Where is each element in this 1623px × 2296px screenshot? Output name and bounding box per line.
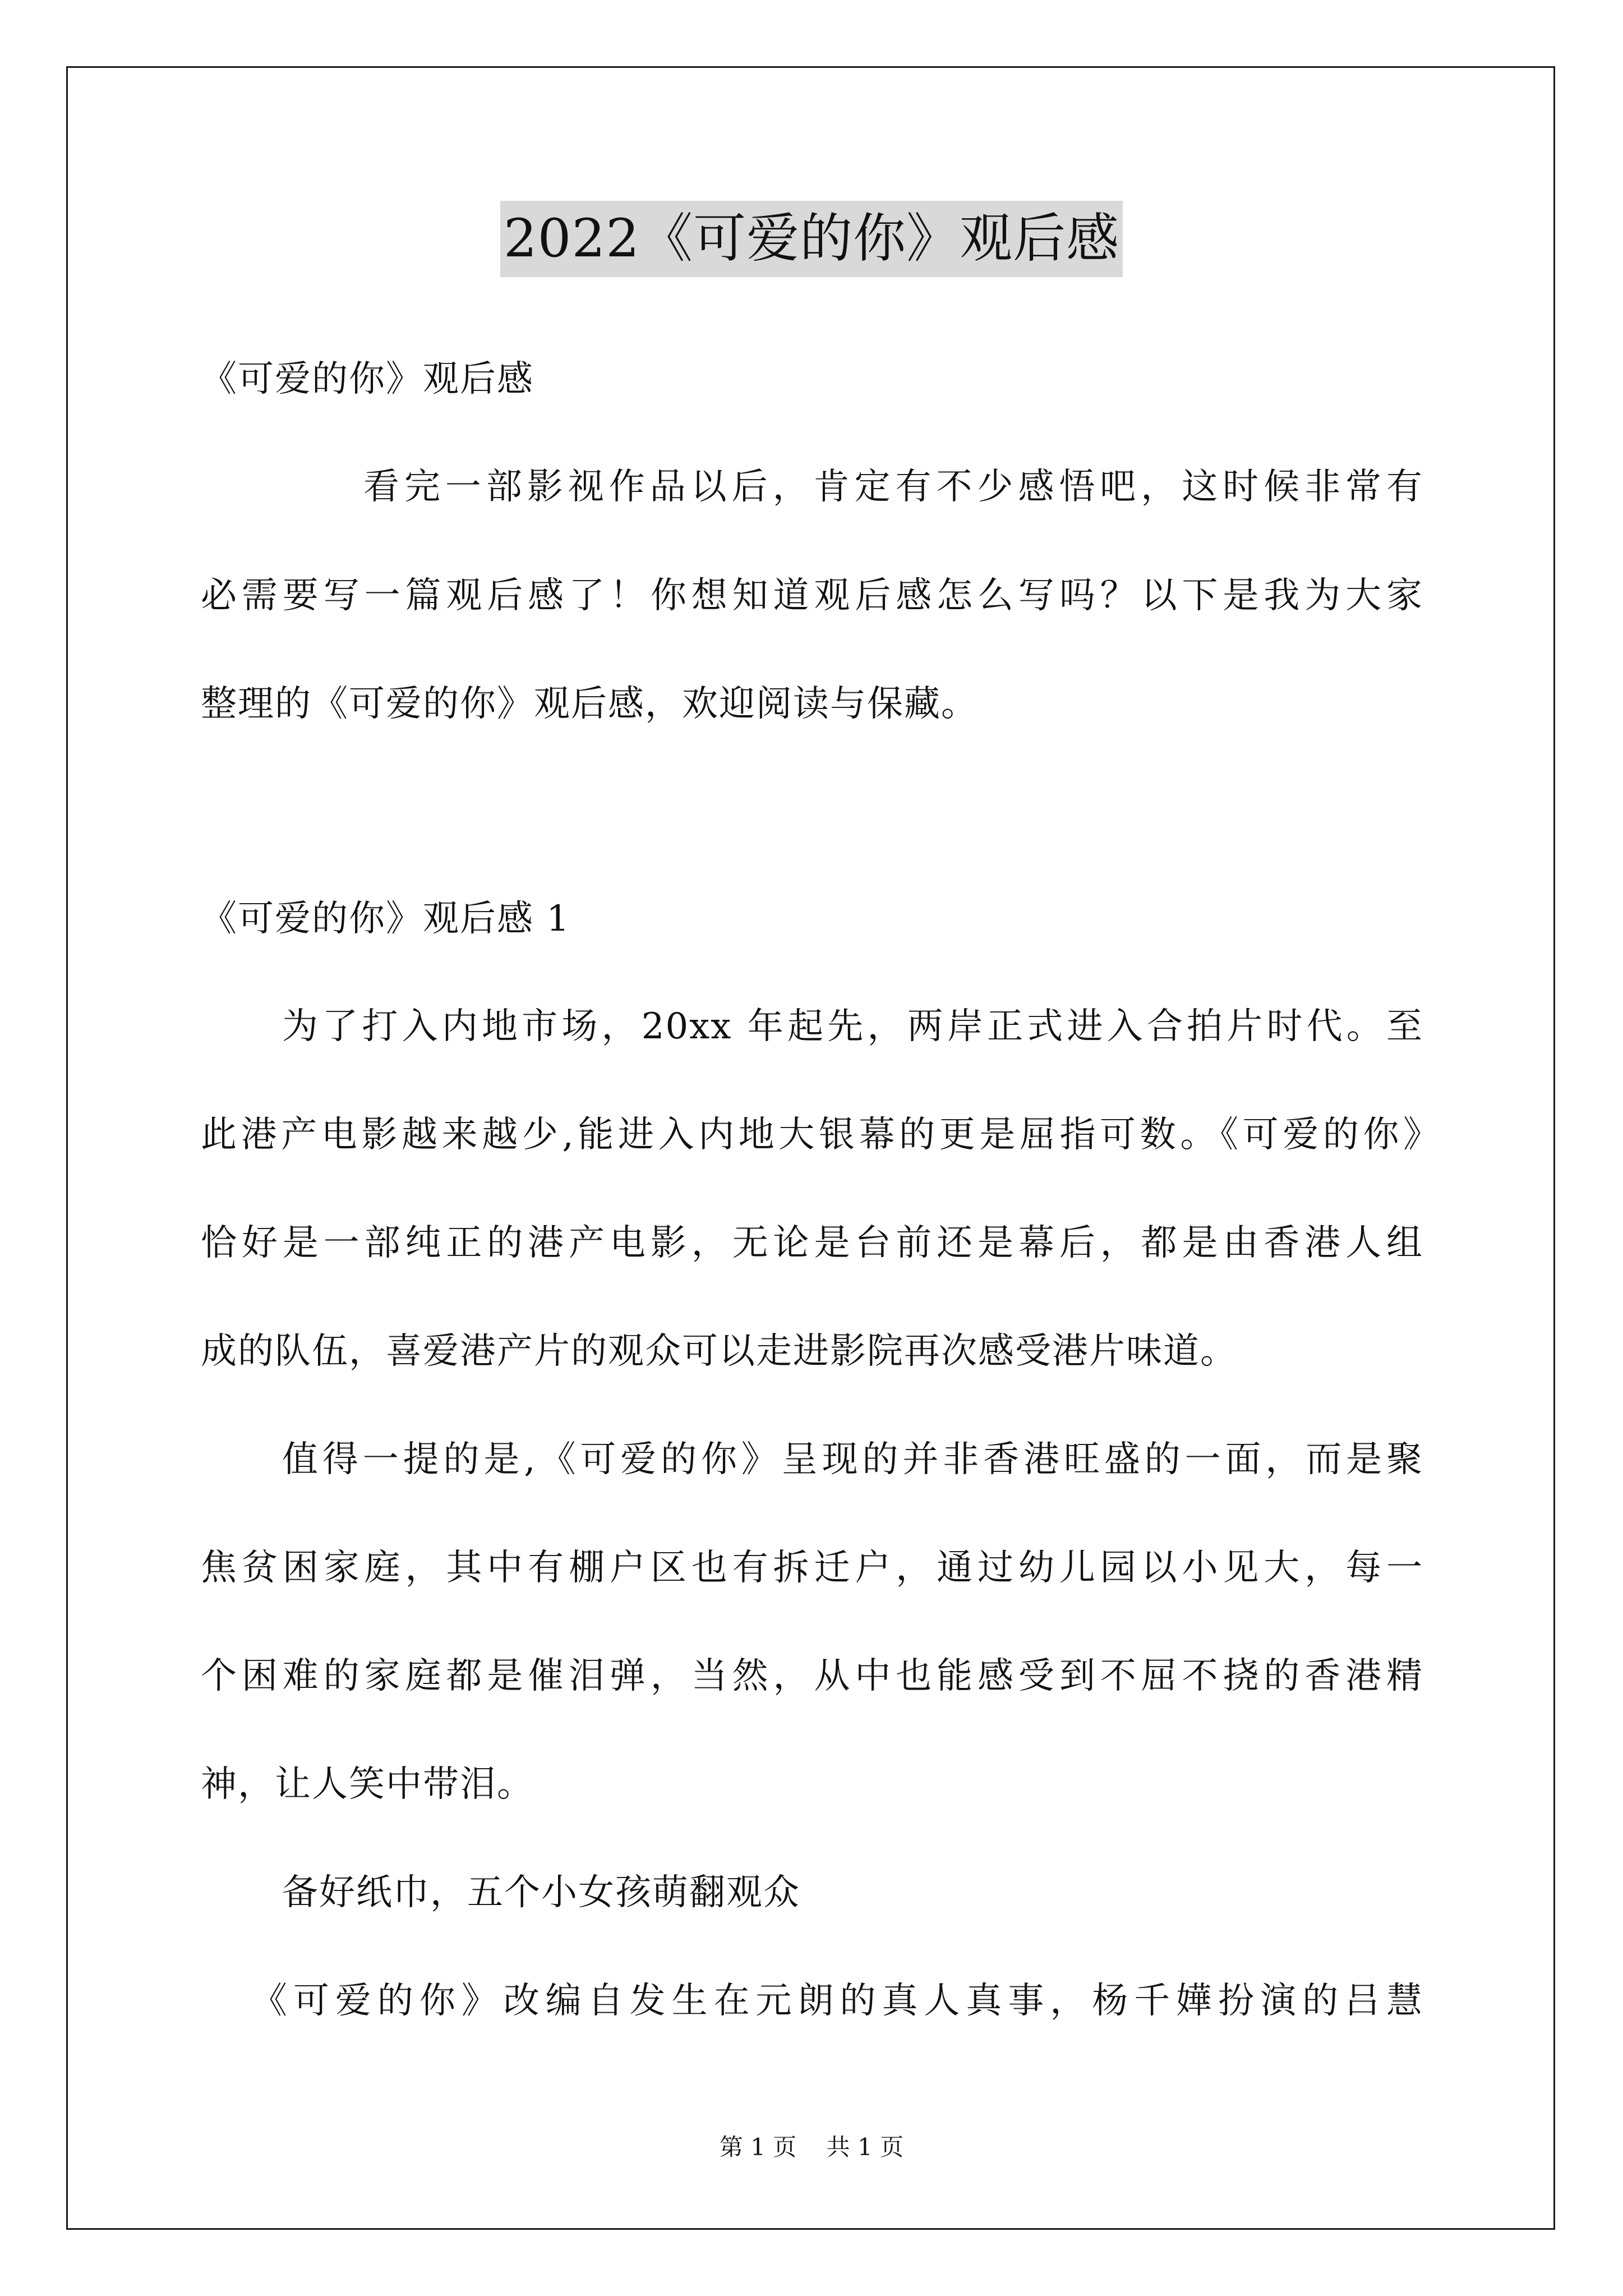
body-line-5: 值得一提的是,《可爱的你》呈现的并非香港旺盛的一面，而是聚 (282, 1439, 1423, 1480)
page-total: 共 1 页 (826, 2133, 904, 2161)
body-line-9: 备好纸巾，五个小女孩萌翻观众 (282, 1872, 800, 1913)
body-line-8: 神，让人笑中带泪。 (201, 1764, 534, 1805)
body-line-7: 个困难的家庭都是催泪弹，当然，从中也能感受到不屈不挠的香港精 (201, 1655, 1423, 1697)
section-heading: 《可爱的你》观后感 1 (201, 898, 571, 940)
title-container (0, 201, 1623, 277)
body-line-2: 此港产电影越来越少,能进入内地大银幕的更是屈指可数。《可爱的你》 (201, 1114, 1440, 1156)
subtitle: 《可爱的你》观后感 (201, 358, 534, 400)
body-line-3: 恰好是一部纯正的港产电影，无论是台前还是幕后，都是由香港人组 (201, 1222, 1423, 1264)
body-line-1: 为了打入内地市场，20xx 年起先，两岸正式进入合拍片时代。至 (282, 1006, 1423, 1047)
intro-line-1: 看完一部影视作品以后，肯定有不少感悟吧，这时候非常有 (363, 466, 1423, 508)
intro-line-3: 整理的《可爱的你》观后感，欢迎阅读与保藏。 (201, 683, 978, 725)
intro-line-2: 必需要写一篇观后感了！你想知道观后感怎么写吗？以下是我为大家 (201, 575, 1423, 616)
body-line-10: 《可爱的你》改编自发生在元朗的真人真事，杨千嬅扮演的吕慧 (251, 1980, 1423, 2022)
body-line-6: 焦贫困家庭，其中有棚户区也有拆迁户，通过幼儿园以小见大，每一 (201, 1547, 1423, 1589)
page-number: 第 1 页 (719, 2133, 797, 2161)
page-footer (0, 2132, 1623, 2163)
body-line-4: 成的队伍，喜爱港产片的观众可以走进影院再次感受港片味道。 (201, 1331, 1237, 1372)
document-title: 2022《可爱的你》观后感 (500, 201, 1123, 277)
